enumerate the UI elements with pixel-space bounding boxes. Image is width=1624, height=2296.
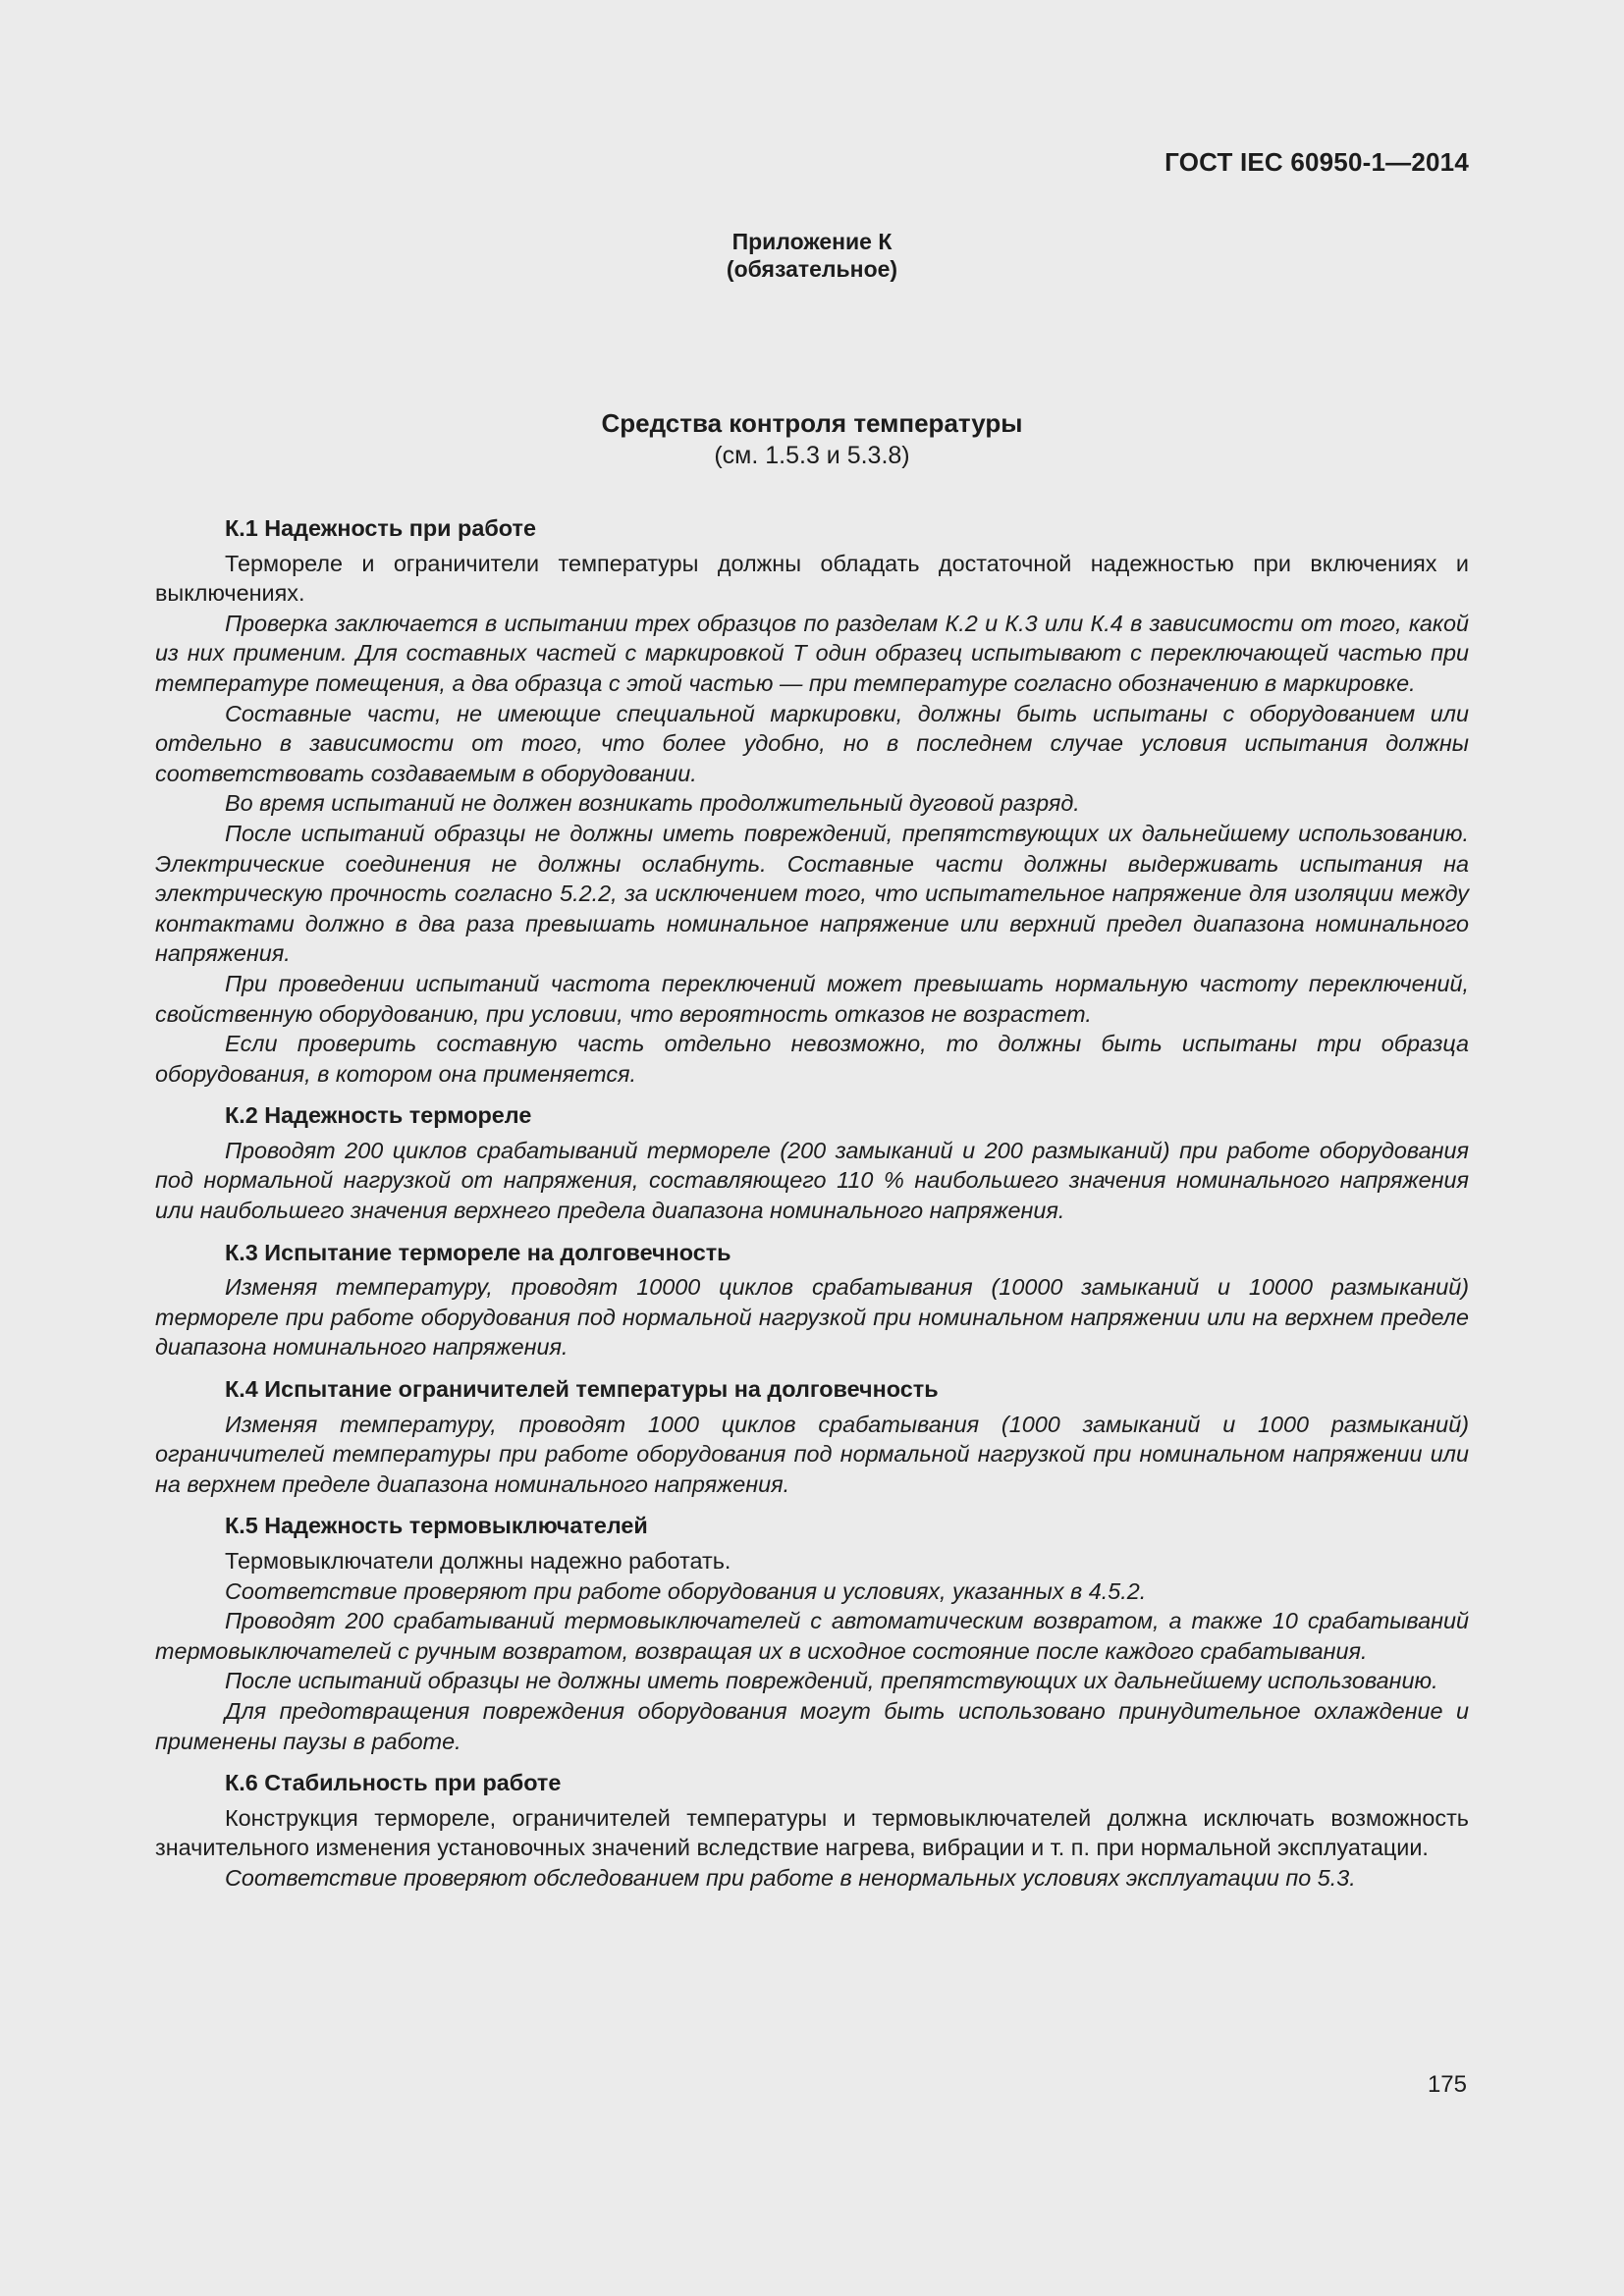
annex-heading [0, 228, 1624, 283]
section-paragraph: Во время испытаний не должен возникать продолжительный дуговой разряд. [225, 790, 1080, 817]
section-paragraph: Конструкция термореле, ограничителей температуры и термовыключателей должна исключать возможность значительного изменения установочных значений вследствие нагрева, вибрации и т. п. при нормальной эксплуатации. [155, 1804, 1469, 1861]
section-heading: К.5 Надежность термовыключателей [225, 1513, 648, 1539]
section-paragraph: Проводят 200 циклов срабатываний термореле (200 замыканий и 200 размыканий) при работе оборудования под нормальной нагрузкой от напряжения, составляющего 110 % наибольшего значения номинального напряжения или наибольшего значения верхнего предела диапазона номинального напряжения. [155, 1137, 1469, 1224]
document-code: ГОСТ IEC 60950-1—2014 [1164, 147, 1469, 177]
section-paragraph: Изменяя температуру, проводят 10000 циклов срабатывания (10000 замыканий и 10000 размыканий) термореле при работе оборудования под нормальной нагрузкой при номинальном напряжении или на верхнем пределе диапазона номинального напряжения. [155, 1274, 1469, 1361]
section-heading: К.6 Стабильность при работе [225, 1770, 562, 1796]
annex-title-block [0, 407, 1624, 472]
section-paragraph: После испытаний образцы не должны иметь повреждений, препятствующих их дальнейшему использованию. Электрические соединения не должны ослабнуть. Составные части должны выдерживать испытания на электрическую прочность согласно 5.2.2, за исключением того, что испытательное напряжение для изоляции между контактами должно в два раза превышать номинальное напряжение или верхний предел диапазона номинального напряжения. [155, 820, 1469, 967]
section [155, 1238, 1469, 1362]
section [155, 1768, 1469, 1893]
annex-main-title: Средства контроля температуры [601, 408, 1023, 438]
annex-status: (обязательное) [726, 256, 898, 282]
section [155, 513, 1469, 1089]
annex-title: Приложение К [731, 229, 893, 254]
section-paragraph: Проверка заключается в испытании трех образцов по разделам К.2 и К.3 или К.4 в зависимости от того, какой из них применим. Для составных частей с маркировкой Т один образец испытывают с переключающей частью при температуре помещения, а два образца с этой частью — при температуре согласно обозначению в маркировке. [155, 610, 1469, 696]
section [155, 1511, 1469, 1756]
section-paragraph: Термореле и ограничители температуры должны обладать достаточной надежностью при включениях и выключениях. [155, 550, 1469, 607]
section [155, 1374, 1469, 1499]
section-paragraph: Составные части, не имеющие специальной маркировки, должны быть испытаны с оборудованием или отдельно в зависимости от того, что более удобно, но в последнем случае условия испытания должны соответствовать создаваемым в оборудовании. [155, 700, 1469, 786]
section-paragraph: После испытаний образцы не должны иметь повреждений, препятствующих их дальнейшему использованию. [225, 1668, 1438, 1694]
section-heading: К.1 Надежность при работе [225, 515, 536, 541]
section-paragraph: Если проверить составную часть отдельно невозможно, то должны быть испытаны три образца оборудования, в котором она применяется. [155, 1031, 1469, 1087]
section-paragraph: Для предотвращения повреждения оборудования могут быть использовано принудительное охлаждение и применены паузы в работе. [155, 1697, 1469, 1754]
section-paragraph: Изменяя температуру, проводят 1000 циклов срабатывания (1000 замыканий и 1000 размыканий) ограничителей температуры при работе оборудования под нормальной нагрузкой при номинальном напряжении или на верхнем пределе диапазона номинального напряжения. [155, 1411, 1469, 1497]
section-paragraph: Термовыключатели должны надежно работать. [225, 1548, 731, 1574]
section-heading: К.4 Испытание ограничителей температуры на долговечность [225, 1376, 939, 1403]
section-paragraph: Соответствие проверяют обследованием при работе в ненормальных условиях эксплуатации по 5.3. [225, 1864, 1356, 1891]
section [155, 1100, 1469, 1225]
section-paragraph: Проводят 200 срабатываний термовыключателей с автоматическим возвратом, а также 10 срабатываний термовыключателей с ручным возвратом, возвращая их в исходное состояние после каждого срабатывания. [155, 1608, 1469, 1664]
document-body [155, 513, 1469, 1905]
annex-title-reference: (см. 1.5.3 и 5.3.8) [714, 442, 910, 469]
section-paragraph: Соответствие проверяют при работе оборудования и условиях, указанных в 4.5.2. [225, 1577, 1147, 1604]
section-paragraph: При проведении испытаний частота переключений может превышать нормальную частоту переключений, свойственную оборудованию, при условии, что вероятность отказов не возрастет. [155, 970, 1469, 1027]
section-heading: К.2 Надежность термореле [225, 1102, 532, 1129]
section-heading: К.3 Испытание термореле на долговечность [225, 1239, 731, 1265]
page-number: 175 [1427, 2071, 1467, 2098]
